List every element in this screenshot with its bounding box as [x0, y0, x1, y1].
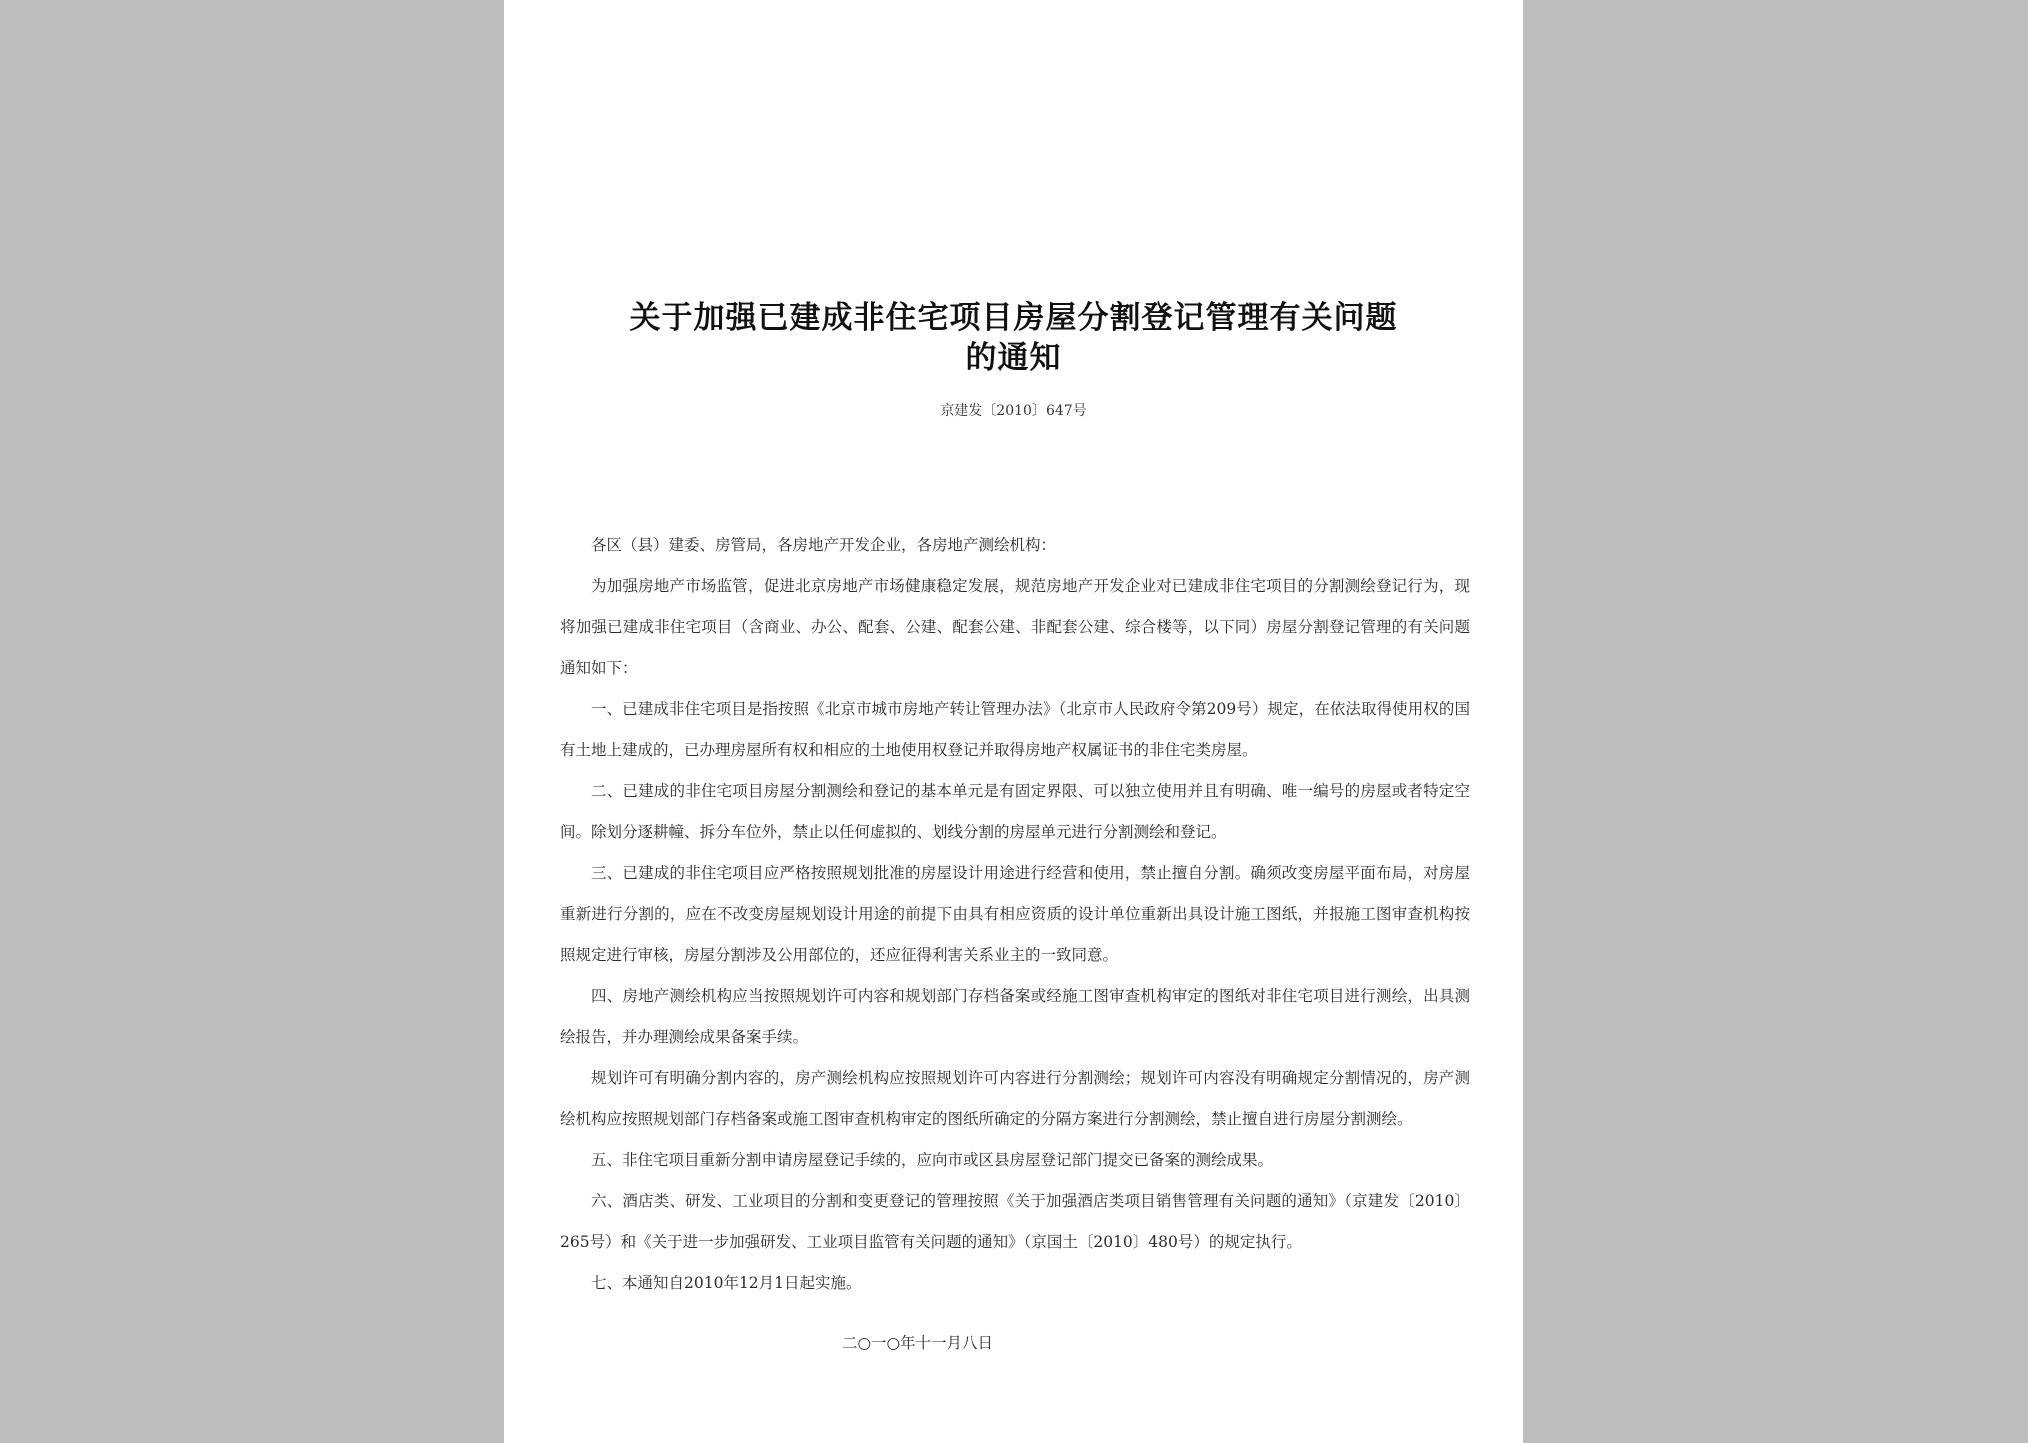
document-date: 二○一○年十一月八日	[842, 1334, 994, 1352]
paragraph-2: 二、已建成的非住宅项目房屋分割测绘和登记的基本单元是有固定界限、可以独立使用并且有明确、唯一编号的房屋或者特定空间。除划分逐耕幢、拆分车位外，禁止以任何虚拟的、划线分割的房屋单元进行分割测绘和登记。	[560, 782, 1470, 841]
paragraph-1: 一、已建成非住宅项目是指按照《北京市城市房地产转让管理办法》（北京市人民政府令第209号）规定，在依法取得使用权的国有土地上建成的，已办理房屋所有权和相应的土地使用权登记并取得房地产权属证书的非住宅类房屋。	[560, 700, 1470, 759]
paragraph-intro: 为加强房地产市场监管，促进北京房地产市场健康稳定发展，规范房地产开发企业对已建成非住宅项目的分割测绘登记行为，现将加强已建成非住宅项目（含商业、办公、配套、公建、配套公建、非配套公建、综合楼等，以下同）房屋分割登记管理的有关问题通知如下：	[560, 577, 1470, 677]
paragraph-6: 六、酒店类、研发、工业项目的分割和变更登记的管理按照《关于加强酒店类项目销售管理有关问题的通知》（京建发〔2010〕265号）和《关于进一步加强研发、工业项目监管有关问题的通知》（京国土〔2010〕480号）的规定执行。	[560, 1192, 1470, 1251]
document-number: 京建发〔2010〕647号	[940, 403, 1087, 419]
paragraph-4: 四、房地产测绘机构应当按照规划许可内容和规划部门存档备案或经施工图审查机构审定的图纸对非住宅项目进行测绘，出具测绘报告，并办理测绘成果备案手续。	[560, 987, 1470, 1046]
paragraph-3: 三、已建成的非住宅项目应严格按照规划批准的房屋设计用途进行经营和使用，禁止擅自分割。确须改变房屋平面布局，对房屋重新进行分割的，应在不改变房屋规划设计用途的前提下由具有相应资质的设计单位重新出具设计施工图纸，并报施工图审查机构按照规定进行审核，房屋分割涉及公用部位的，还应征得利害关系业主的一致同意。	[560, 864, 1470, 964]
paragraph-4-detail: 规划许可有明确分割内容的，房产测绘机构应按照规划许可内容进行分割测绘；规划许可内容没有明确规定分割情况的，房产测绘机构应按照规划部门存档备案或施工图审查机构审定的图纸所确定的分隔方案进行分割测绘，禁止擅自进行房屋分割测绘。	[560, 1069, 1470, 1128]
paragraph-5: 五、非住宅项目重新分割申请房屋登记手续的，应向市或区县房屋登记部门提交已备案的测绘成果。	[591, 1151, 1274, 1169]
paragraph-7: 七、本通知自2010年12月1日起实施。	[591, 1274, 862, 1292]
document-body	[560, 525, 1470, 1304]
document-title-line-1: 关于加强已建成非住宅项目房屋分割登记管理有关问题	[629, 300, 1398, 336]
document-title-line-2: 的通知	[965, 340, 1062, 376]
addressee: 各区（县）建委、房管局，各房地产开发企业，各房地产测绘机构：	[591, 536, 1057, 554]
document-page	[504, 0, 1523, 1443]
